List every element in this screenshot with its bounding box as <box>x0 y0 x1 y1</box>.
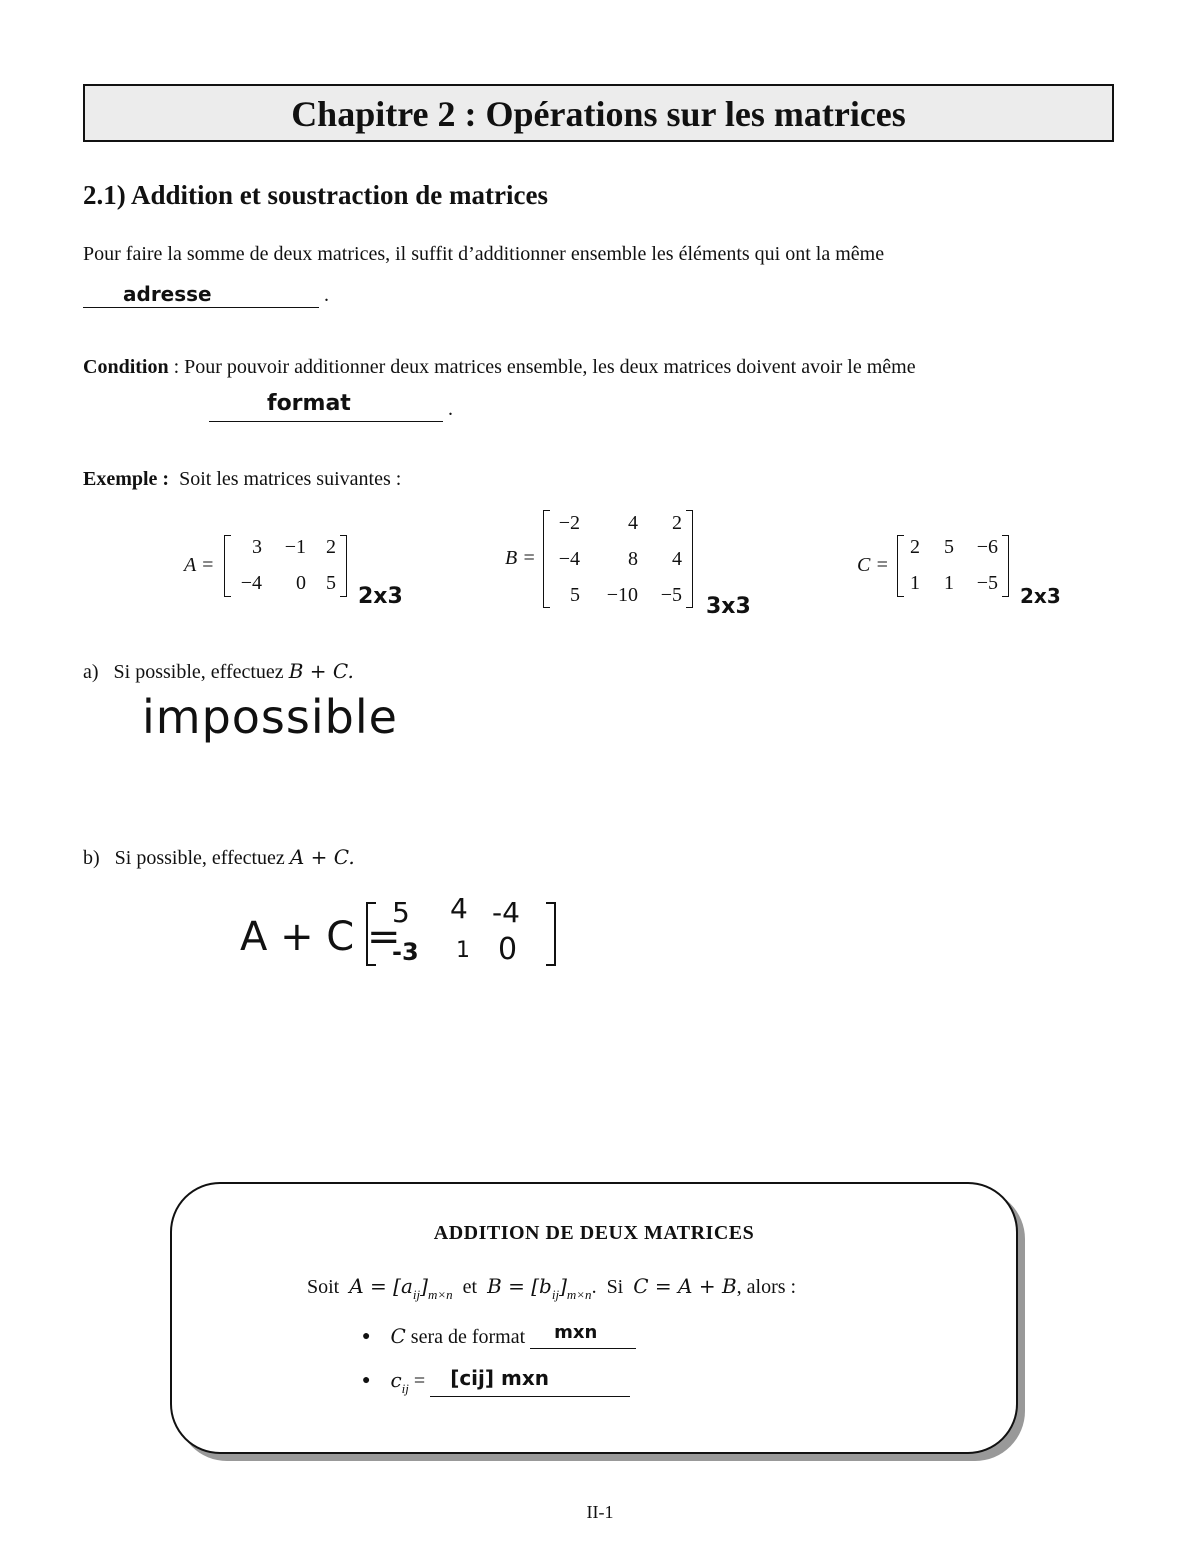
matrix-c-label: C = <box>857 554 889 576</box>
question-b-expr: A + C. <box>289 845 355 869</box>
rule-bullet-1: ● C sera de format mxn <box>362 1324 636 1349</box>
matrix-cell: −1 <box>284 536 306 558</box>
question-b-label: b) <box>83 847 100 869</box>
matrix-cell: -4 <box>492 896 520 929</box>
answer-blank <box>209 391 443 422</box>
handwritten-answer: mxn <box>554 1322 598 1343</box>
section-heading: 2.1) Addition et soustraction de matrices <box>83 180 548 210</box>
c-symbol: C <box>390 1324 406 1348</box>
question-b <box>83 844 355 871</box>
si-text: Si <box>606 1276 624 1298</box>
matrix-c-def: C = A + B <box>633 1274 737 1298</box>
example-label: Exemple : <box>83 468 170 490</box>
subscript: m×n <box>427 1287 453 1302</box>
intro-text: Pour faire la somme de deux matrices, il suffit d’additionner ensemble les éléments qui ont la même <box>83 243 885 265</box>
condition-text: : Pour pouvoir additionner deux matrices ensemble, les deux matrices doivent avoir le même <box>168 356 916 378</box>
rule-box <box>170 1182 1018 1454</box>
matrix-cell: 0 <box>498 932 518 967</box>
matrix-cell: 5 <box>392 896 410 929</box>
answer-blank <box>83 282 319 308</box>
matrix-cell: −5 <box>660 584 682 606</box>
matrix-b-def: B = [b <box>487 1274 552 1298</box>
subscript: ij <box>551 1287 560 1302</box>
rule-bullet-2: ● $c_{ij}$ = [cij] mxn <box>362 1368 630 1397</box>
matrix-cell: −4 <box>558 548 580 570</box>
question-a-label: a) <box>83 661 99 683</box>
matrix-cell: −5 <box>976 572 998 594</box>
matrix-b-label: B = <box>505 547 536 569</box>
handwritten-answer: [cij] mxn <box>450 1366 549 1390</box>
matrix-a-label: A = <box>184 554 215 576</box>
matrix-cell: 4 <box>628 512 638 534</box>
condition-label: Condition <box>83 356 169 378</box>
handwritten-answer-a: impossible <box>142 690 398 744</box>
matrix-a-format: 2x3 <box>358 584 403 609</box>
matrix-cell: 8 <box>628 548 638 570</box>
handwritten-answer: format <box>267 391 351 416</box>
matrix-cell: 1 <box>910 572 920 594</box>
c-symbol: c <box>390 1368 402 1392</box>
matrix-cell: −6 <box>976 536 998 558</box>
rule-box-definition: Soit $A = [a_{ij}]_{m\times n}$ et $B = [b_{ij}]_{m\times n}$. Si C = A + B, alors : <box>307 1274 797 1302</box>
page-number: II-1 <box>586 1502 614 1522</box>
matrix-a-def: A = [a <box>349 1274 413 1298</box>
right-bracket <box>546 902 556 966</box>
matrix-cell: 5 <box>944 536 954 558</box>
right-bracket <box>1002 535 1009 597</box>
answer-b-label: A + C = <box>240 914 401 960</box>
question-b-text: Si possible, effectuez <box>114 847 285 869</box>
matrix-cell: −2 <box>558 512 580 534</box>
rule-box-title: ADDITION DE DEUX MATRICES <box>433 1222 755 1244</box>
matrix-cell: −4 <box>240 572 262 594</box>
matrix-c-format: 2x3 <box>1020 584 1061 608</box>
example-line <box>83 466 401 492</box>
et-text: et <box>462 1276 478 1298</box>
matrix-cell: 1 <box>944 572 954 594</box>
matrix-cell: 1 <box>456 938 470 963</box>
equals: = <box>413 1370 426 1392</box>
right-bracket <box>340 535 347 597</box>
matrix-cell: 5 <box>570 584 580 606</box>
handwritten-answer: adresse <box>123 282 212 306</box>
condition-answer-line: format . <box>209 396 453 422</box>
soit-text: Soit <box>307 1276 340 1298</box>
subscript: m×n <box>566 1287 592 1302</box>
matrix-cell: −10 <box>606 584 638 606</box>
condition-paragraph <box>83 354 1114 380</box>
question-a-text: Si possible, effectuez <box>113 661 284 683</box>
question-a <box>83 658 354 685</box>
matrix-cell: 2 <box>672 512 682 534</box>
alors-text: , alors : <box>736 1276 797 1298</box>
matrix-cell: 2 <box>326 536 336 558</box>
matrix-cell: 2 <box>910 536 920 558</box>
example-text: Soit les matrices suivantes : <box>179 468 402 490</box>
subscript: ij <box>412 1287 421 1302</box>
matrix-cell: 4 <box>672 548 682 570</box>
question-a-expr: B + C. <box>288 659 354 683</box>
matrix-cell: 5 <box>326 572 336 594</box>
matrix-b-format: 3x3 <box>706 594 751 619</box>
intro-answer-line: adresse . <box>83 282 329 308</box>
answer-blank <box>530 1322 636 1349</box>
matrix-cell: 0 <box>296 572 306 594</box>
bullet-1-text: sera de format <box>410 1326 526 1348</box>
page-title: Chapitre 2 : Opérations sur les matrices <box>83 84 1114 142</box>
matrix-cell: 4 <box>450 892 468 925</box>
matrix-cell: -3 <box>392 938 419 966</box>
matrix-cell: 3 <box>252 536 262 558</box>
subscript: ij <box>401 1381 409 1396</box>
right-bracket <box>686 510 693 608</box>
left-bracket <box>366 902 376 966</box>
intro-paragraph <box>83 241 1114 267</box>
